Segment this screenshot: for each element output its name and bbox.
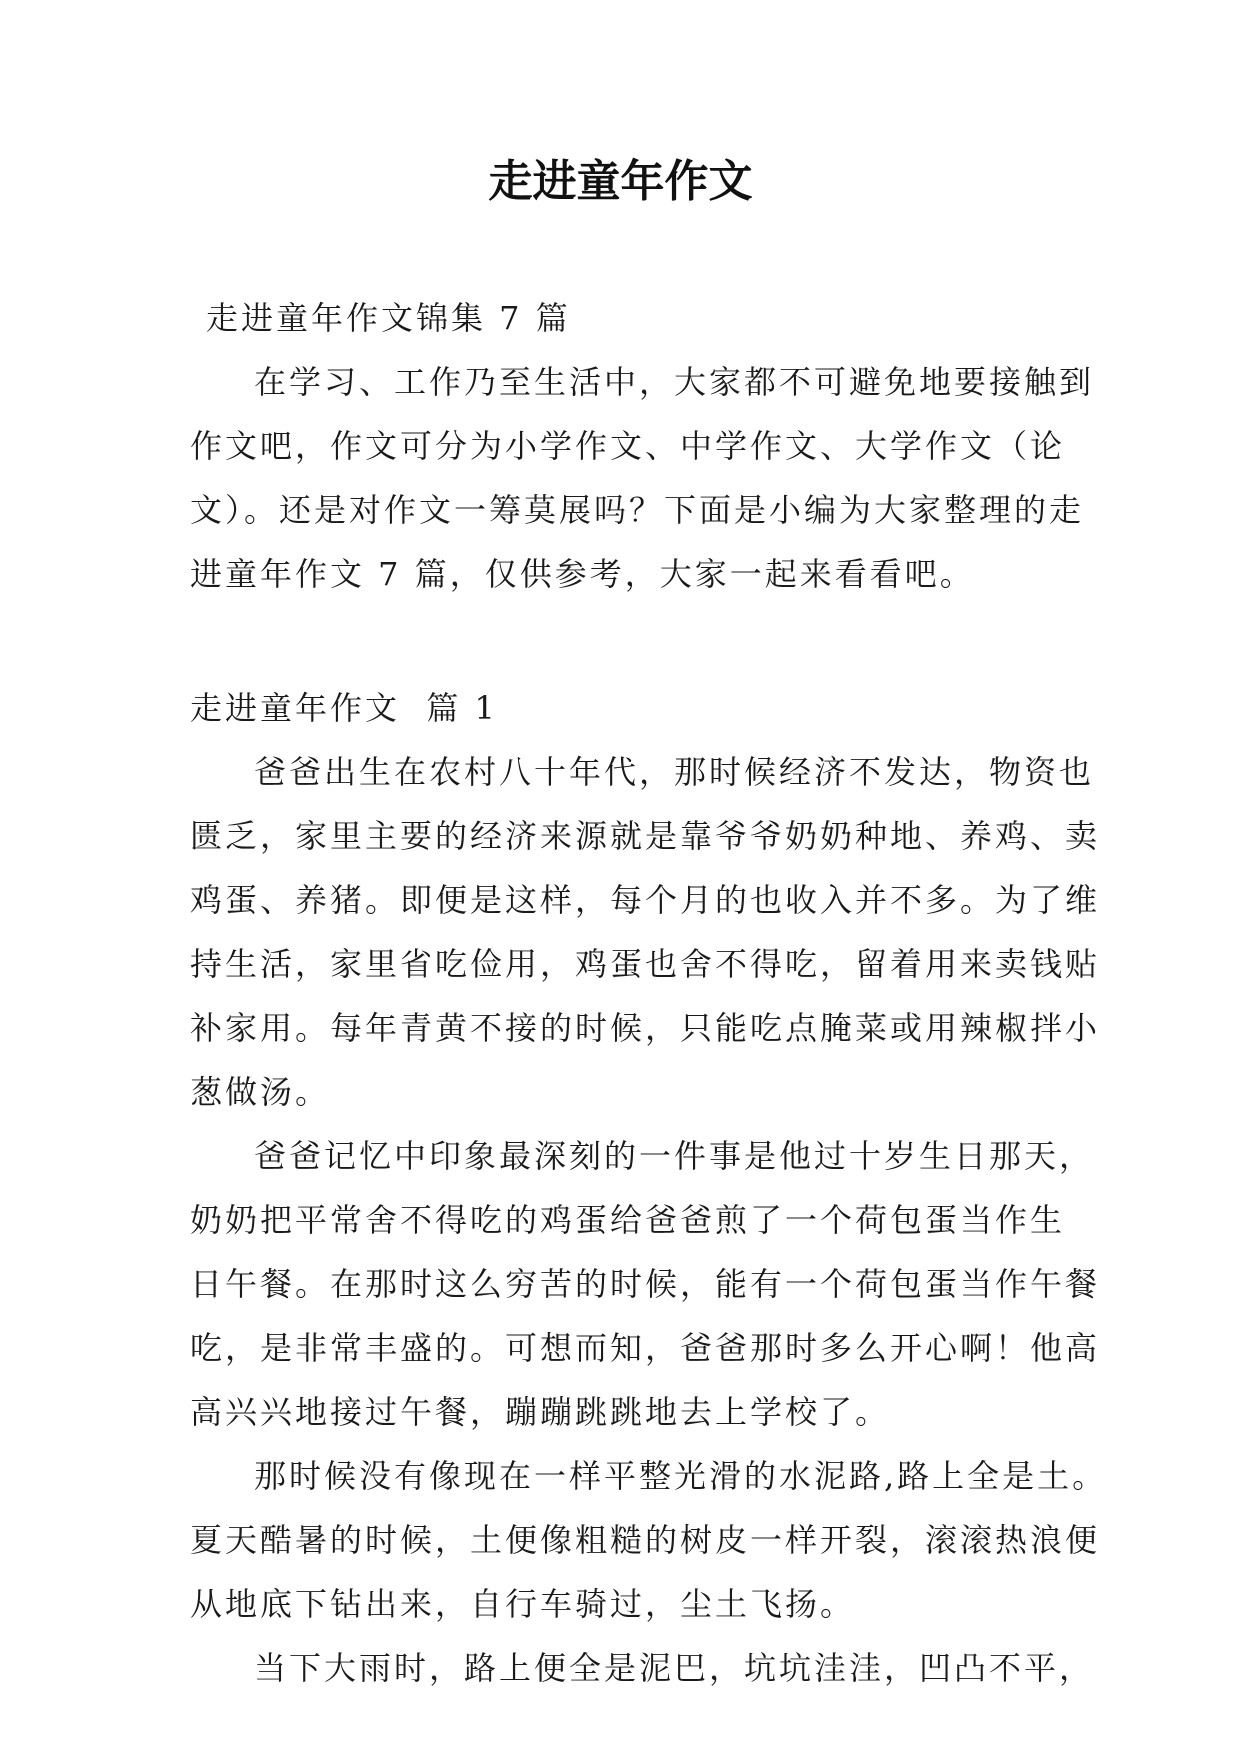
text-line: 葱做汤。 bbox=[190, 1073, 331, 1111]
text-line: 爸爸记忆中印象最深刻的一件事是他过十岁生日那天， bbox=[254, 1137, 1095, 1175]
text-line: 鸡蛋、养猪。即便是这样，每个月的也收入并不多。为了维 bbox=[190, 881, 1101, 919]
text-line: 文）。还是对作文一筹莫展吗？下面是小编为大家整理的走 bbox=[190, 491, 1085, 529]
document-body bbox=[190, 286, 1108, 1700]
text-line: 持生活，家里省吃俭用，鸡蛋也舍不得吃，留着用来卖钱贴 bbox=[190, 945, 1101, 983]
body-paragraph bbox=[190, 1124, 1101, 1444]
text-line: 进童年作文 7 篇，仅供参考，大家一起来看看吧。 bbox=[190, 555, 975, 593]
text-line: 夏天酷暑的时候，土便像粗糙的树皮一样开裂，滚滚热浪便 bbox=[190, 1521, 1101, 1559]
text-line: 奶奶把平常舍不得吃的鸡蛋给爸爸煎了一个荷包蛋当作生 bbox=[190, 1201, 1066, 1239]
intro-paragraph bbox=[190, 350, 1095, 606]
text-line: 高兴兴地接过午餐，蹦蹦跳跳地去上学校了。 bbox=[190, 1393, 891, 1431]
text-line: 作文吧，作文可分为小学作文、中学作文、大学作文（论 bbox=[190, 427, 1066, 465]
body-paragraph bbox=[190, 1444, 1108, 1636]
text-line: 匮乏，家里主要的经济来源就是靠爷爷奶奶种地、养鸡、卖 bbox=[190, 817, 1101, 855]
section-gap bbox=[190, 606, 1056, 676]
text-line: 爸爸出生在农村八十年代，那时候经济不发达，物资也 bbox=[254, 753, 1095, 791]
document-title: 走进童年作文 bbox=[488, 156, 753, 207]
text-line: 补家用。每年青黄不接的时候，只能吃点腌菜或用辣椒拌小 bbox=[190, 1009, 1101, 1047]
section-heading: 走进童年作文 篇 1 bbox=[190, 689, 498, 727]
text-line: 吃，是非常丰盛的。可想而知，爸爸那时多么开心啊！他高 bbox=[190, 1329, 1101, 1367]
text-line: 那时候没有像现在一样平整光滑的水泥路,路上全是土。 bbox=[254, 1457, 1108, 1495]
body-paragraph bbox=[190, 740, 1101, 1124]
document-subtitle: 走进童年作文锦集 7 篇 bbox=[206, 299, 571, 337]
text-line: 在学习、工作乃至生活中，大家都不可避免地要接触到 bbox=[254, 363, 1095, 401]
body-paragraph bbox=[190, 1636, 1095, 1700]
text-line: 从地底下钻出来，自行车骑过，尘土飞扬。 bbox=[190, 1585, 856, 1623]
text-line: 当下大雨时，路上便全是泥巴，坑坑洼洼，凹凸不平， bbox=[254, 1649, 1095, 1687]
text-line: 日午餐。在那时这么穷苦的时候，能有一个荷包蛋当作午餐 bbox=[190, 1265, 1101, 1303]
